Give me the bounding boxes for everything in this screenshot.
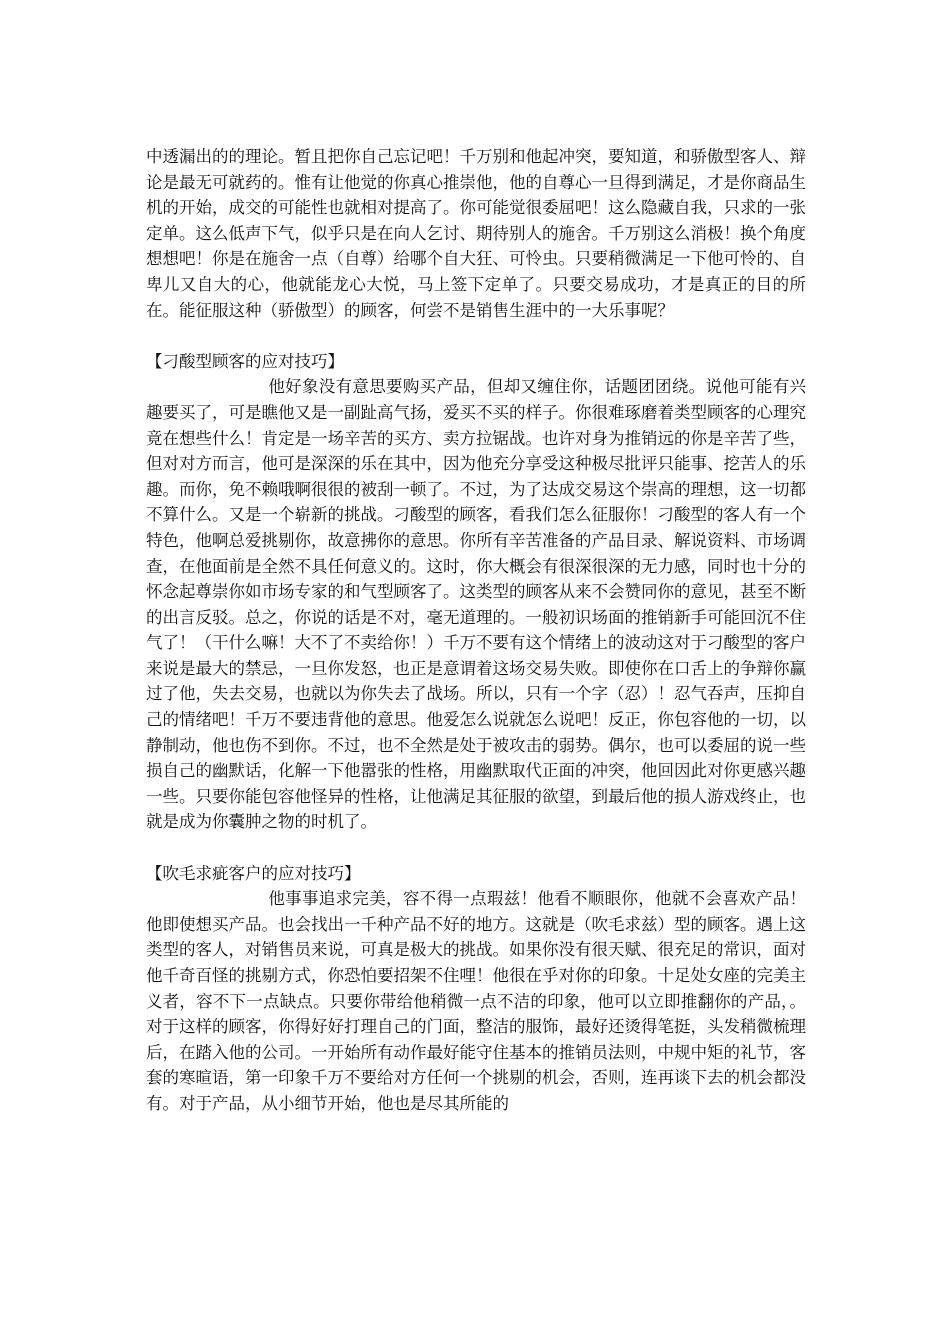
document-page [146, 144, 806, 1117]
paragraph-sour-customer [146, 374, 806, 835]
heading-sour-customer: 【刁酸型顾客的应对技巧】 [146, 351, 344, 371]
paragraph-gap [146, 323, 806, 349]
paragraph-arrogant-customer: 中透漏出的的理论。暂且把你自己忘记吧！千万别和他起冲突，要知道，和骄傲型客人、辩论是最无可就药的。惟有让他觉的你真心推崇他，他的自尊心一旦得到满足，才是你商品生机的开始，成交的可能性也就相对提高了。你可能觉很委屈吧！这么隐藏自我，只求的一张定单。这么低声下气，似乎只是在向人乞讨、期待别人的施舍。千万别这么消极！换个角度想想吧！你是在施舍一点（自尊）给哪个自大狂、可怜虫。只要稍微满足一下他可怜的、自卑儿又自大的心，他就能龙心大悦，马上签下定单了。只要交易成功，才是真正的目的所在。能征服这种（骄傲型）的顾客，何尝不是销售生涯中的一大乐事呢？ [146, 147, 806, 320]
heading-picky-customer: 【吹毛求疵客户的应对技巧】 [146, 863, 361, 883]
paragraph-sour-customer-text: 他好象没有意思要购买产品，但却又缠住你，话题团团绕。说他可能有兴趣要买了，可是瞧他又是一副趾高气扬，爱买不买的样子。你很难琢磨着类型顾客的心理究竟在想些什么！肯定是一场辛苦的买方、卖方拉锯战。也许对身为推销远的你是辛苦了些，但对对方而言，他可是深深的乐在其中，因为他充分享受这种极尽批评只能事、挖苦人的乐趣。而你，免不赖哦啊很很的被刮一顿了。不过，为了达成交易这个崇高的理想，这一切都不算什么。又是一个崭新的挑战。刁酸型的顾客，看我们怎么征服你！刁酸型的客人有一个特色，他啊总爱挑剔你，故意拂你的意思。你所有辛苦准备的产品目录、解说资料、市场调查，在他面前是全然不具任何意义的。这时，你大概会有很深很深的无力感，同时也十分的怀念起尊崇你如市场专家的和气型顾客了。这类型的顾客从来不会赞同你的意见，甚至不断的出言反驳。总之，你说的话是不对，毫无道理的。一般初识场面的推销新手可能回沉不住气了！（干什么嘛！大不了不卖给你！）千万不要有这个情绪上的波动这对于刁酸型的客户来说是最大的禁忌，一旦你发怒，也正是意谓着这场交易失败。即使你在口舌上的争辩你赢过了他，失去交易，也就以为你失去了战场。所以，只有一个字（忍）！忍气吞声，压抑自己的情绪吧！千万不要违背他的意思。他爱怎么说就怎么说吧！反正，你包容他的一切，以静制动，他也伤不到你。不过，也不全然是处于被攻击的弱势。偶尔，也可以委屈的说一些损自己的幽默话，化解一下他嚣张的性格，用幽默取代正面的冲突，他回因此对你更感兴趣一些。只要你能包容他怪异的性格，让他满足其征服的欲望，到最后他的损人游戏终止，也就是成为你囊肿之物的时机了。 [146, 377, 806, 832]
paragraph-picky-customer [146, 886, 806, 1116]
paragraph-picky-customer-text: 他事事追求完美，容不得一点瑕兹！他看不顺眼你，他就不会喜欢产品！他即使想买产品。也会找出一千种产品不好的地方。这就是（吹毛求兹）型的顾客。遇上这类型的客人，对销售员来说，可真是极大的挑战。如果你没有很天赋、很充足的常识，面对他千奇百怪的挑剔方式，你恐怕要招架不住哩！他很在乎对你的印象。十足处女座的完美主义者，容不下一点缺点。只要你带给他稍微一点不洁的印象，他可以立即推翻你的产品，。对于这样的顾客，你得好好打理自己的门面，整洁的服饰，最好还烫得笔挺，头发稍微梳理后，在踏入他的公司。一开始所有动作最好能守住基本的推销员法则，中规中矩的礼节，客套的寒暄语，第一印象千万不要给对方任何一个挑剔的机会，否则，连再谈下去的机会都没有。对于产品，从小细节开始，他也是尽其所能的 [146, 889, 806, 1113]
paragraph-gap [146, 835, 806, 861]
